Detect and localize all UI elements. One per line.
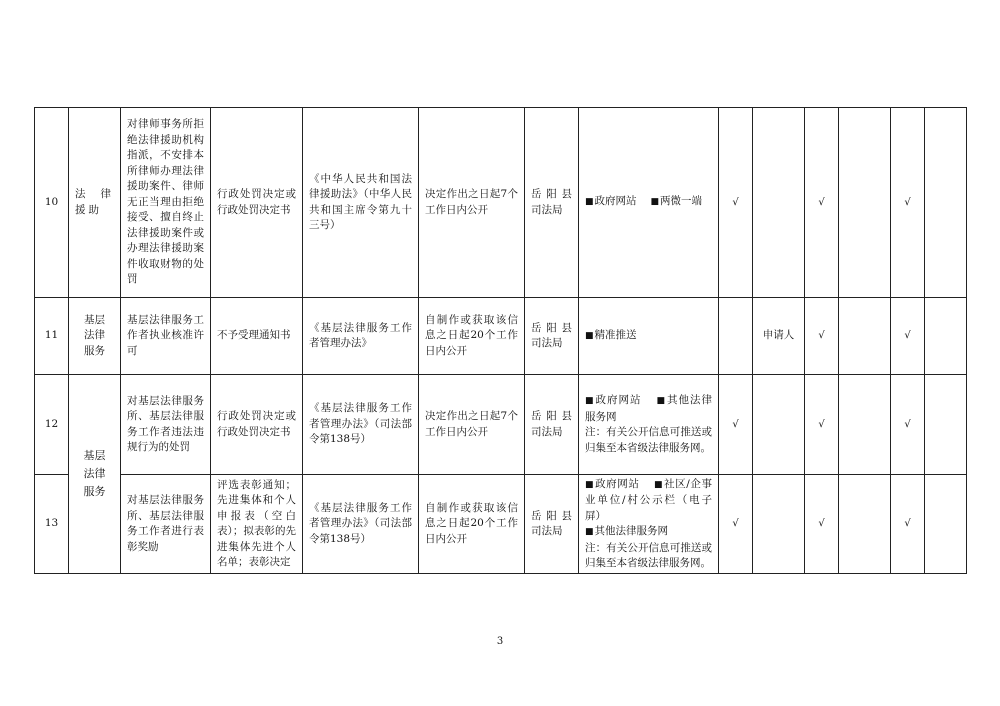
township-level-cell [925, 375, 967, 475]
basis-cell: 《基层法律服务工作者管理办法》 [303, 298, 419, 375]
county-level-check: √ [891, 108, 925, 298]
channel-item: 其他法律服务网 [594, 525, 669, 537]
bullet-square-icon: ■ [653, 479, 664, 490]
time-limit-cell: 决定作出之日起7个工作日内公开 [419, 375, 525, 475]
on-request-cell [839, 108, 891, 298]
channel-item: 精准推送 [594, 328, 637, 341]
channel-item: 两微一端 [660, 195, 703, 208]
channel-note: 注：有关公开信息可推送或归集至本省级法律服务网。 [585, 426, 712, 454]
disclosure-table [34, 107, 967, 574]
category-cell: 基层法律服务 [69, 298, 121, 375]
channel-cell [579, 298, 719, 375]
subject-cell: 岳阳县司法局 [525, 108, 579, 298]
all-public-check: √ [719, 108, 753, 298]
bullet-square-icon: ■ [585, 527, 594, 537]
specific-public-cell: 申请人 [753, 298, 805, 375]
county-level-check: √ [891, 375, 925, 475]
time-limit-cell: 决定作出之日起7个工作日内公开 [419, 108, 525, 298]
table-row [35, 298, 967, 375]
on-request-cell [839, 298, 891, 375]
specific-public-cell [753, 475, 805, 574]
county-level-check: √ [891, 298, 925, 375]
content-cell: 行政处罚决定或行政处罚决定书 [211, 375, 303, 475]
channel-item: 其他法律服务网 [585, 394, 713, 423]
active-public-check: √ [805, 298, 839, 375]
all-public-check: √ [719, 475, 753, 574]
time-limit-cell: 自制作或获取该信息之日起20个工作日内公开 [419, 475, 525, 574]
active-public-check: √ [805, 375, 839, 475]
on-request-cell [839, 375, 891, 475]
county-level-check: √ [891, 475, 925, 574]
channel-item: 政府网站 [594, 195, 637, 208]
on-request-cell [839, 475, 891, 574]
channel-item: 政府网站 [595, 394, 642, 406]
specific-public-cell [753, 375, 805, 475]
row-number: 12 [35, 375, 69, 475]
township-level-cell [925, 298, 967, 375]
channel-item: 社区/企事业单位/村公示栏（电子屏） [585, 477, 712, 522]
basis-cell: 《中华人民共和国法律援助法》（中华人民共和国主席令第九十三号） [303, 108, 419, 298]
bullet-square-icon: ■ [650, 197, 660, 208]
channel-cell [579, 108, 719, 298]
active-public-check: √ [805, 475, 839, 574]
table-row [35, 475, 967, 574]
channel-cell [579, 475, 719, 574]
table-row [35, 108, 967, 298]
content-cell: 评选表彰通知；先进集体和个人申报表（空白表）；拟表彰的先进集体先进个人名单；表彰决定 [211, 475, 303, 574]
subject-cell: 岳阳县司法局 [525, 375, 579, 475]
bullet-square-icon: ■ [585, 479, 595, 490]
category-cell: 法律援助 [69, 108, 121, 298]
content-cell: 行政处罚决定或行政处罚决定书 [211, 108, 303, 298]
row-number: 11 [35, 298, 69, 375]
content-cell: 不予受理通知书 [211, 298, 303, 375]
item-cell: 对基层法律服务所、基层法律服务工作者违法违规行为的处罚 [121, 375, 211, 475]
table-row [35, 375, 967, 475]
page-number: 3 [496, 636, 504, 647]
subject-cell: 岳阳县司法局 [525, 475, 579, 574]
time-limit-cell: 自制作或获取该信息之日起20个工作日内公开 [419, 298, 525, 375]
item-cell: 对基层法律服务所、基层法律服务工作者进行表彰奖励 [121, 475, 211, 574]
channel-item: 政府网站 [595, 477, 640, 490]
row-number: 10 [35, 108, 69, 298]
township-level-cell [925, 475, 967, 574]
bullet-square-icon: ■ [585, 197, 594, 208]
basis-cell: 《基层法律服务工作者管理办法》（司法部令第138号） [303, 475, 419, 574]
basis-cell: 《基层法律服务工作者管理办法》（司法部令第138号） [303, 375, 419, 475]
channel-note: 注：有关公开信息可推送或归集至本省级法律服务网。 [585, 541, 712, 569]
channel-cell [579, 375, 719, 475]
row-number: 13 [35, 475, 69, 574]
bullet-square-icon: ■ [585, 330, 594, 341]
item-cell: 对律师事务所拒绝法律援助机构指派，不安排本所律师办理法律援助案件、律师无正当理由拒绝接受、擅自终止法律援助案件或办理法律援助案件收取财物的处罚 [121, 108, 211, 298]
township-level-cell [925, 108, 967, 298]
specific-public-cell [753, 108, 805, 298]
bullet-square-icon: ■ [585, 396, 595, 406]
active-public-check: √ [805, 108, 839, 298]
all-public-check [719, 298, 753, 375]
all-public-check: √ [719, 375, 753, 475]
item-cell: 基层法律服务工作者执业核准许可 [121, 298, 211, 375]
subject-cell: 岳阳县司法局 [525, 298, 579, 375]
bullet-square-icon: ■ [655, 396, 667, 406]
category-cell-merged: 基层法律服务 [69, 375, 121, 574]
